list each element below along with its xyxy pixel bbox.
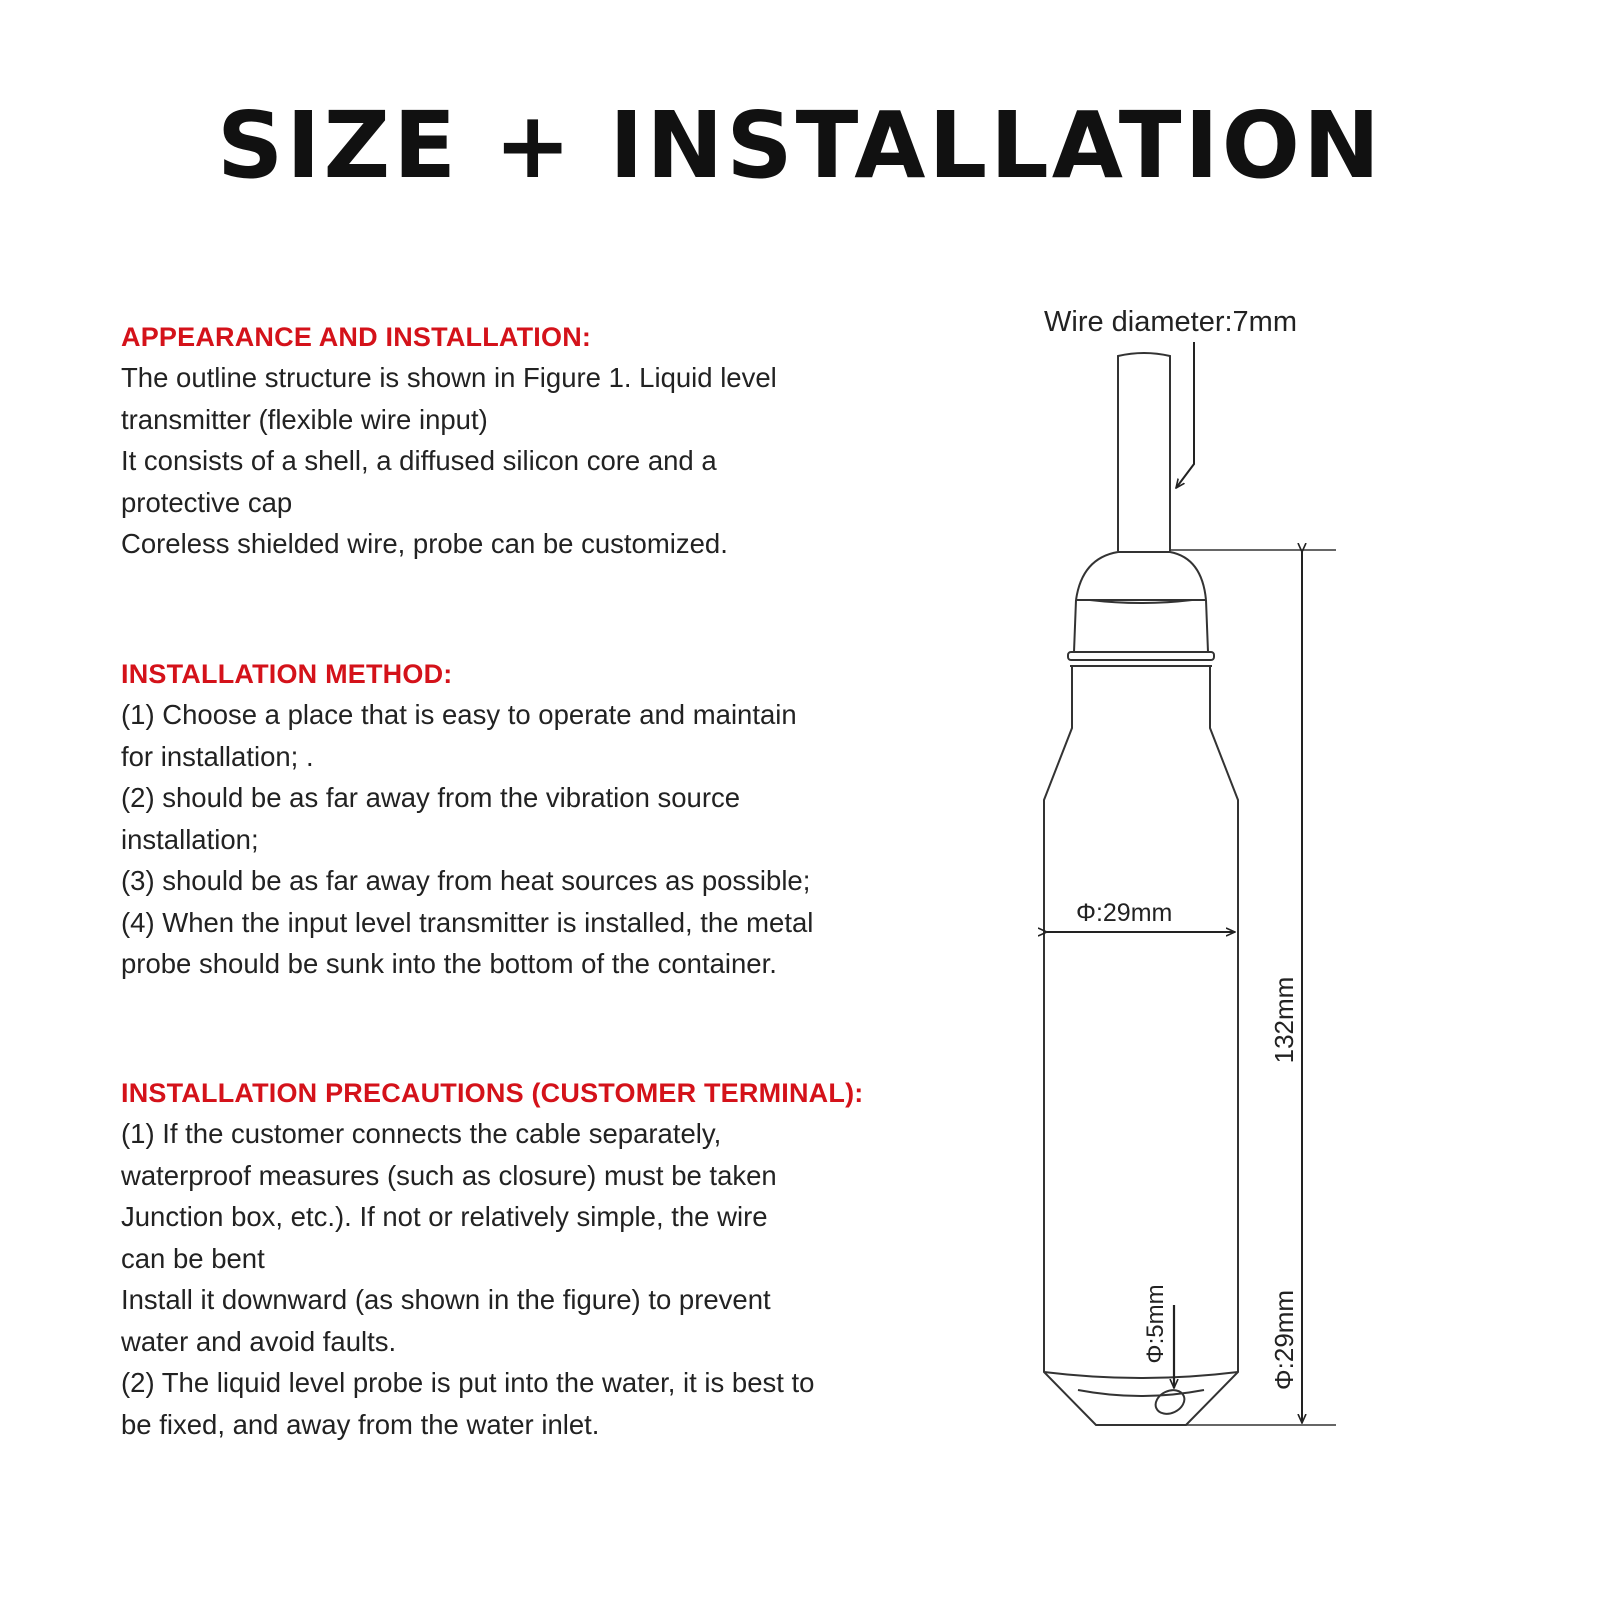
text-line: (4) When the input level transmitter is installed, the metal [121,906,814,938]
bottom-curve [1078,1390,1204,1396]
text-line: Junction box, etc.). If not or relatively simple, the wire [121,1201,768,1232]
text-line: be fixed, and away from the water inlet. [121,1408,600,1440]
text-line: The outline structure is shown in Figure 1. Liquid level [121,362,777,393]
text-line: It consists of a shell, a diffused silicon core and a [121,445,717,476]
probe-body [1044,666,1238,1425]
collar [1074,600,1208,652]
cap-dome [1076,552,1206,600]
text-line: (2) The liquid level probe is put into the water, it is best to [121,1367,815,1398]
text-line: transmitter (flexible wire input) [121,403,488,435]
text-line: installation; [121,823,259,855]
wire-outline [1118,353,1170,551]
text-line: protective cap [121,486,293,518]
text-line: Coreless shielded wire, probe can be customized. [121,528,728,559]
bottom-diameter-label: Φ:29mm [1269,1289,1299,1391]
text-line: (1) Choose a place that is easy to operate and maintain [121,699,797,730]
ring [1068,652,1214,660]
wire-diameter-label: Wire diameter:7mm [1044,306,1297,338]
hole [1152,1386,1188,1419]
text-line: water and avoid faults. [121,1325,397,1357]
text-line: probe should be sunk into the bottom of the container. [121,948,777,979]
length-label: 132mm [1269,976,1299,1064]
hole-diameter-label: Φ:5mm [1142,1284,1169,1364]
text-line: waterproof measures (such as closure) must be taken [121,1159,777,1191]
section-heading: INSTALLATION PRECAUTIONS (CUSTOMER TERMINAL): [121,1078,864,1108]
text-line: (1) If the customer connects the cable separately, [121,1118,722,1149]
page-title: SIZE + INSTALLATION [217,92,1383,199]
width-label: Φ:29mm [1076,899,1173,927]
text-line: (3) should be as far away from heat sources as possible; [121,865,811,896]
text-line: (2) should be as far away from the vibration source [121,782,741,813]
bottom-band [1044,1372,1238,1378]
text-line: for installation; . [121,740,314,772]
text-line: can be bent [121,1242,265,1274]
section-heading: INSTALLATION METHOD: [121,659,453,689]
section-heading: APPEARANCE AND INSTALLATION: [121,322,592,352]
text-line: Install it downward (as shown in the figure) to prevent [121,1284,771,1315]
